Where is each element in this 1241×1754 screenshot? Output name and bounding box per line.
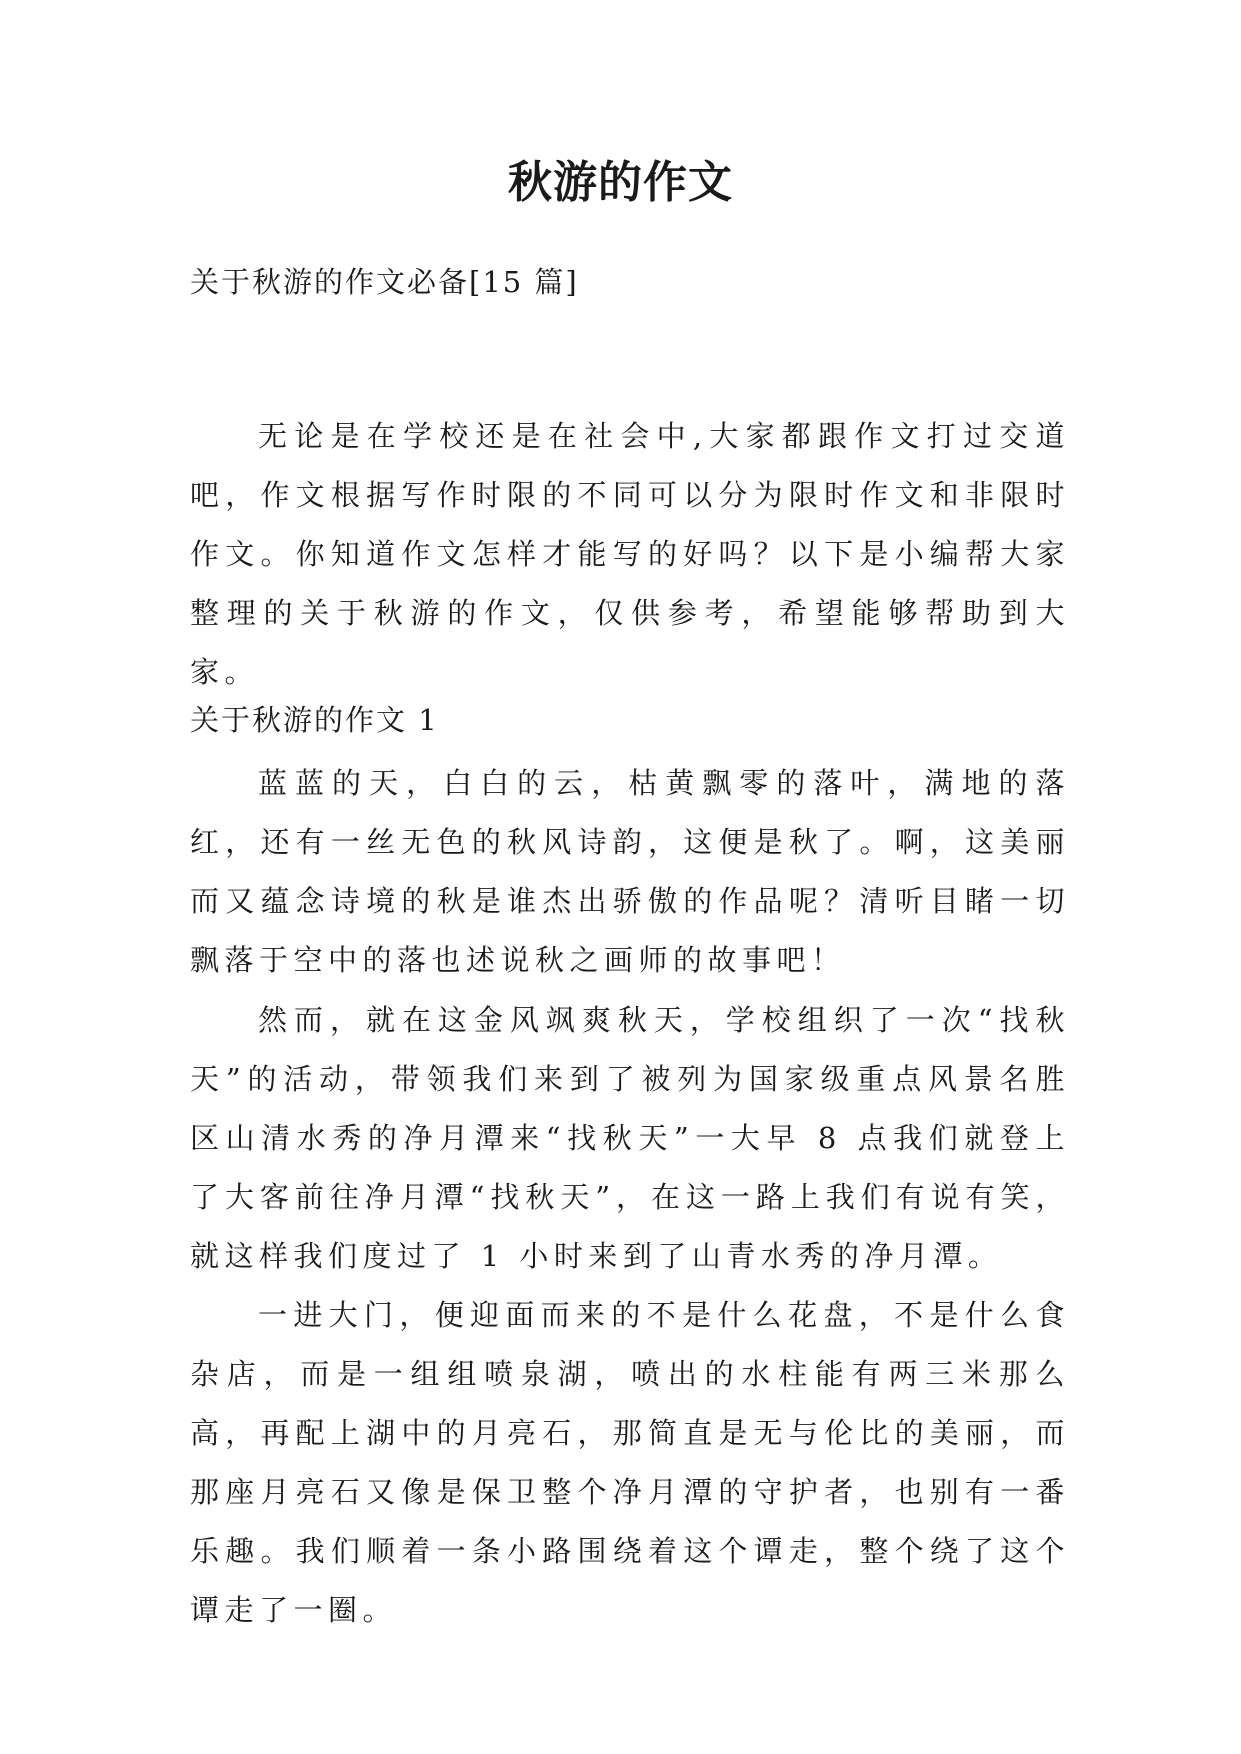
section-heading: 关于秋游的作文 1 <box>190 703 439 737</box>
intro-paragraph: 无论是在学校还是在社会中,大家都跟作文打过交道吧，作文根据写作时限的不同可以分为限时作文和非限时作文。你知道作文怎样才能写的好吗？以下是小编帮大家整理的关于秋游的作文，仅供参考，希望能够帮助到大家。 <box>190 419 1070 689</box>
body-paragraph-2: 然而，就在这金风飒爽秋天，学校组织了一次“找秋天”的活动，带领我们来到了被列为国家级重点风景名胜区山清水秀的净月潭来“找秋天”一大早 8 点我们就登上了大客前往净月潭“找秋天”，在这一路上我们有说有笑，就这样我们度过了 1 小时来到了山青水秀的净月潭。 <box>190 1003 1070 1273</box>
document-subtitle: 关于秋游的作文必备[15 篇] <box>190 265 579 299</box>
body-paragraph-3: 一进大门，便迎面而来的不是什么花盘，不是什么食杂店，而是一组组喷泉湖，喷出的水柱能有两三米那么高，再配上湖中的月亮石，那简直是无与伦比的美丽，而那座月亮石又像是保卫整个净月潭的守护者，也别有一番乐趣。我们顺着一条小路围绕着这个谭走，整个绕了这个谭走了一圈。 <box>190 1298 1070 1627</box>
body-paragraph-1: 蓝蓝的天，白白的云，枯黄飘零的落叶，满地的落红，还有一丝无色的秋风诗韵，这便是秋了。啊，这美丽而又蕴念诗境的秋是谁杰出骄傲的作品呢？清听目睹一切飘落于空中的落也述说秋之画师的故事吧！ <box>190 766 1070 977</box>
document-title: 秋游的作文 <box>508 157 733 208</box>
